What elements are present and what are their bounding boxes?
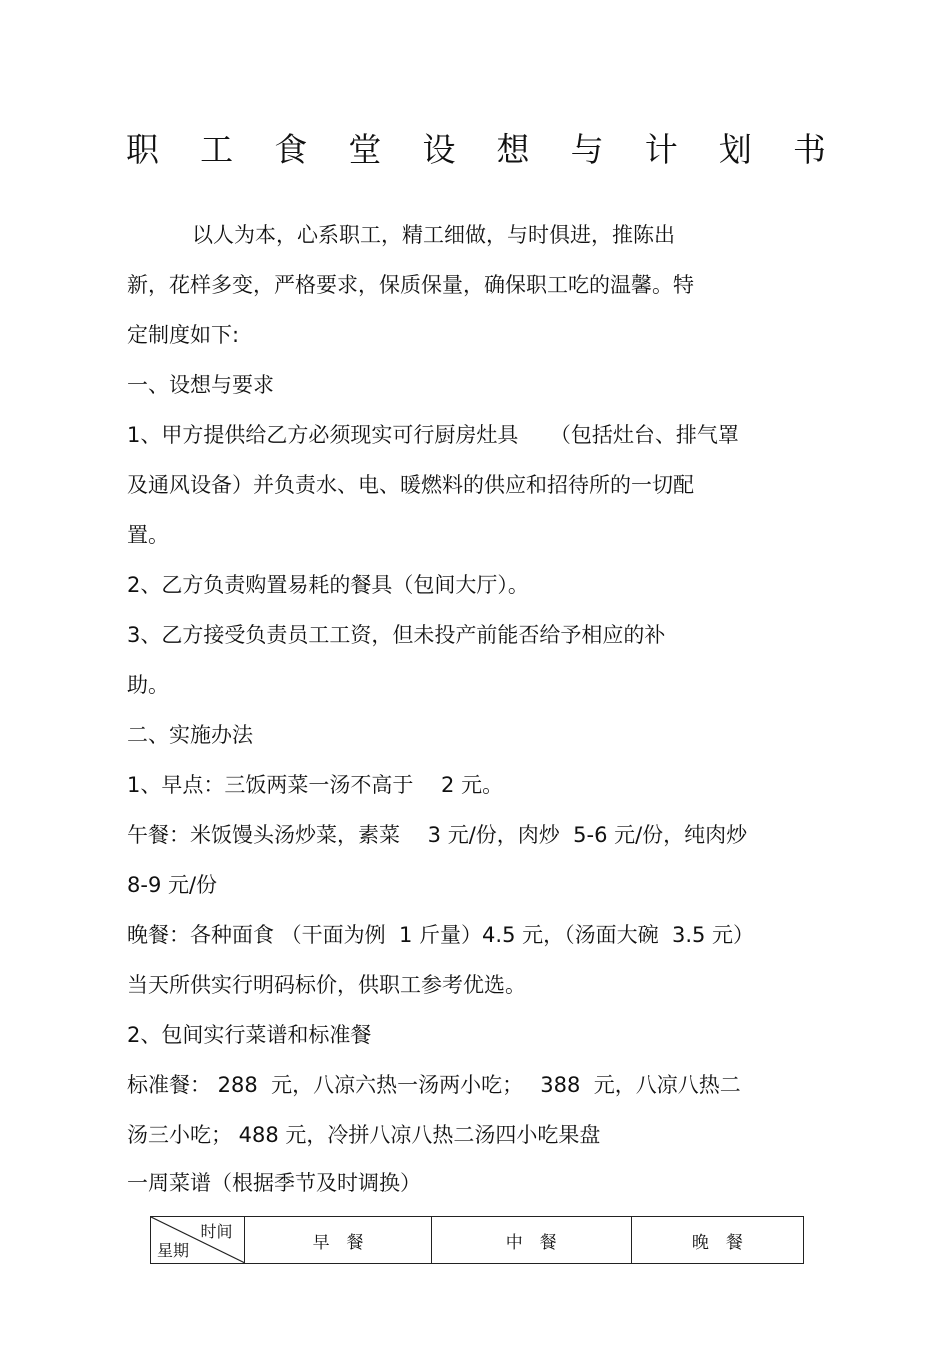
- title-char: 设: [422, 130, 456, 169]
- corner-cell: [151, 1217, 245, 1264]
- intro-line-1: 以人为本，心系职工，精工细做，与时俱进，推陈出: [192, 223, 675, 247]
- table-header-row: [151, 1217, 804, 1264]
- title-char: 想: [496, 130, 530, 169]
- standard-meal-line-1: 标准餐： 288 元，八凉六热一汤两小吃； 388 元，八凉八热二: [127, 1073, 741, 1097]
- section-heading-2: 二、实施办法: [127, 723, 253, 747]
- title-char: 划: [718, 130, 752, 169]
- intro-line-2: 新，花样多变，严格要求，保质保量，确保职工吃的温馨。特: [127, 273, 694, 297]
- weekly-menu-heading: 一周菜谱（根据季节及时调换）: [127, 1171, 421, 1195]
- corner-weekday-label: 星期: [157, 1241, 190, 1260]
- standard-meal-line-2: 汤三小吃； 488 元，冷拼八凉八热二汤四小吃果盘: [127, 1123, 601, 1147]
- title-char: 食: [274, 130, 308, 169]
- item-1-line-1: 1、甲方提供给乙方必须现实可行厨房灶具 （包括灶台、排气罩: [127, 423, 739, 447]
- breakfast-line: 1、早点：三饭两菜一汤不高于 2 元。: [127, 773, 504, 797]
- title-char: 工: [200, 130, 234, 169]
- header-dinner: 晚 餐: [631, 1217, 803, 1264]
- title-char: 计: [644, 130, 678, 169]
- pricing-note: 当天所供实行明码标价，供职工参考优选。: [127, 973, 526, 997]
- item-1-line-3: 置。: [127, 523, 169, 547]
- dinner-line: 晚餐：各种面食 （干面为例 1 斤量）4.5 元，（汤面大碗 3.5 元）: [127, 923, 755, 947]
- lunch-line-1: 午餐：米饭馒头汤炒菜，素菜 3 元/份，肉炒 5-6 元/份，纯肉炒: [127, 823, 748, 847]
- title-char: 职: [126, 130, 159, 169]
- corner-time-label: 时间: [200, 1222, 233, 1241]
- document-title: [126, 128, 826, 172]
- title-char: 书: [792, 130, 826, 169]
- header-lunch: 中 餐: [431, 1217, 631, 1264]
- item-2: 2、乙方负责购置易耗的餐具（包间大厅）。: [127, 573, 529, 597]
- title-char: 堂: [348, 130, 382, 169]
- item-3-line-1: 3、乙方接受负责员工工资，但未投产前能否给予相应的补: [127, 623, 666, 647]
- intro-line-3: 定制度如下:: [127, 323, 240, 347]
- item-1-line-2: 及通风设备）并负责水、电、暖燃料的供应和招待所的一切配: [127, 473, 694, 497]
- title-char: 与: [570, 130, 604, 169]
- header-breakfast: 早 餐: [245, 1217, 431, 1264]
- weekly-menu-table: [150, 1216, 804, 1264]
- section-heading-1: 一、设想与要求: [127, 373, 274, 397]
- item-3-line-2: 助。: [127, 673, 169, 697]
- lunch-line-2: 8-9 元/份: [127, 873, 218, 897]
- private-room-heading: 2、包间实行菜谱和标准餐: [127, 1023, 372, 1047]
